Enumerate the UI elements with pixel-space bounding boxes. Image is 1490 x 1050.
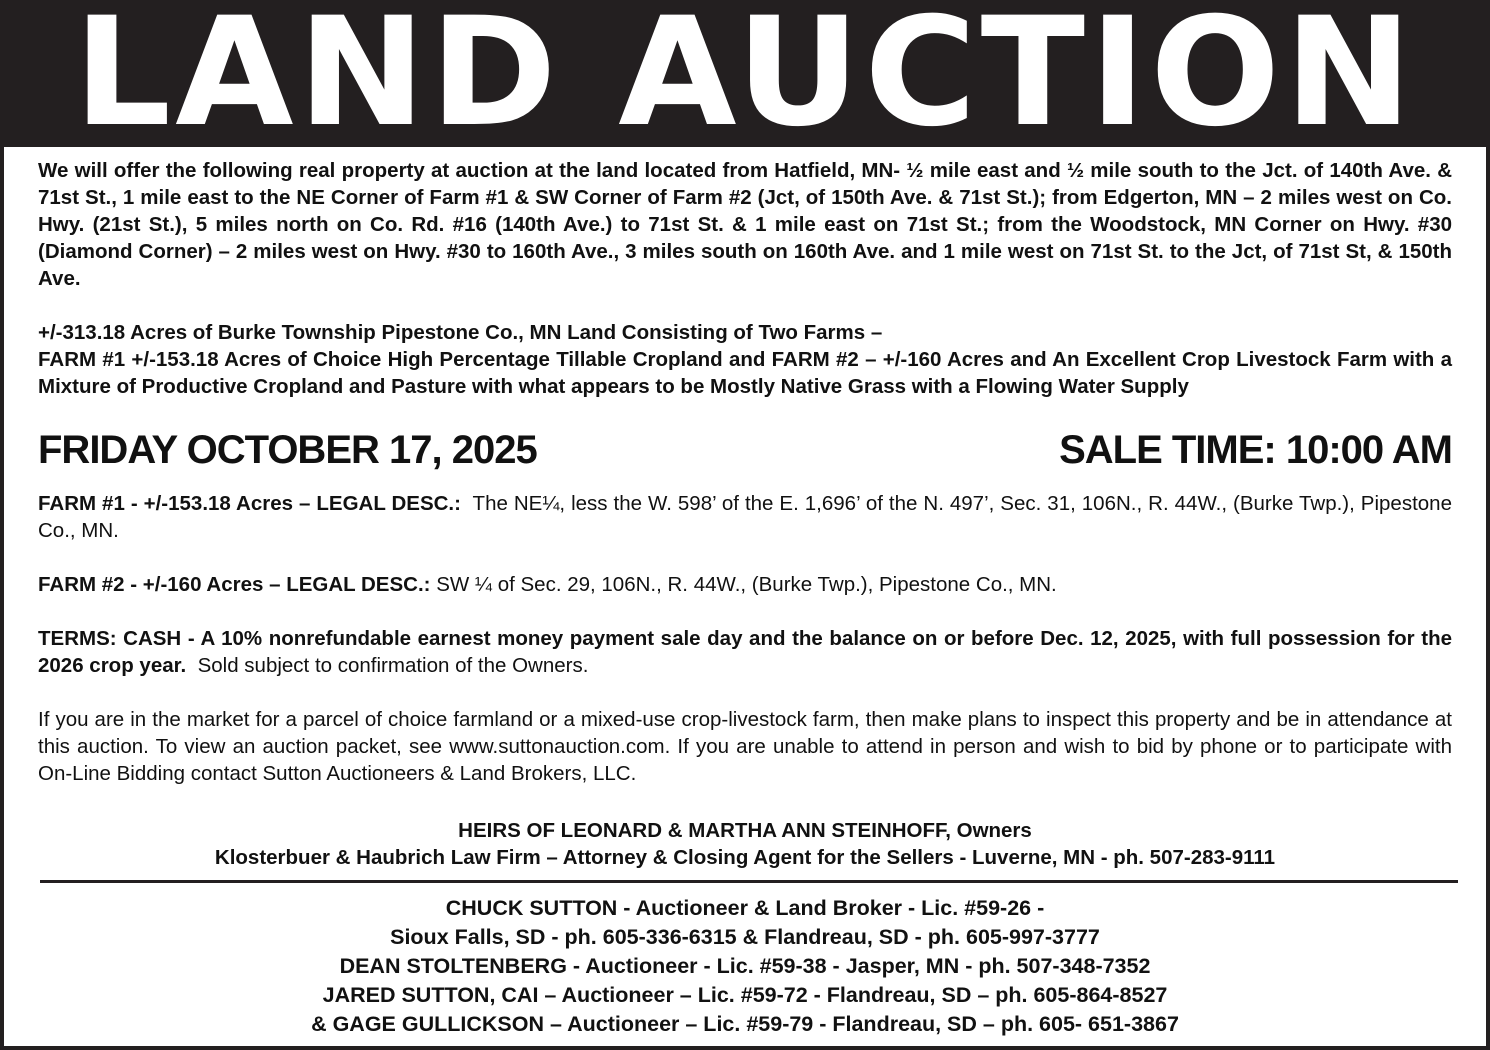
- auctioneer-line: Sioux Falls, SD - ph. 605-336-6315 & Flandreau, SD - ph. 605-997-3777: [390, 925, 1100, 949]
- farm2-label: FARM #2 - +/-160 Acres – LEGAL DESC.:: [38, 573, 431, 596]
- auctioneer-line: & GAGE GULLICKSON – Auctioneer – Lic. #59-79 - Flandreau, SD – ph. 605- 651-3867: [311, 1012, 1179, 1036]
- ad-title: LAND AUCTION: [73, 0, 1417, 147]
- farm1-desc: The NE¼, less the W. 598’ of the E. 1,696’ of the N. 497’, Sec. 31, 106N., R. 44W., (Burke Twp.), Pipestone Co., MN.: [38, 492, 1452, 542]
- sale-date: FRIDAY OCTOBER 17, 2025: [38, 428, 537, 472]
- sale-date-row: [38, 426, 1452, 474]
- directions-paragraph: We will offer the following real property at auction at the land located from Hatfield, MN- ½ mile east and ½ mile south to the Jct. of 140th Ave. & 71st St., 1 mile east to the NE Corner of Farm #1 & SW Corner of Farm #2 (Jct, of 150th Ave. & 71st St.); from Edgerton, MN – 2 miles west on Co. Hwy. (21st St.), 5 miles north on Co. Rd. #16 (140th Ave.) to 71st St. & 1 mile east on 71st St.; from the Woodstock, MN Corner on Hwy. #30 (Diamond Corner) – 2 miles west on Hwy. #30 to 160th Ave., 3 miles south on 160th Ave. and 1 mile west on 71st St. to the Jct, of 71st St, & 150th Ave.: [38, 159, 1452, 290]
- owners-line: HEIRS OF LEONARD & MARTHA ANN STEINHOFF, Owners: [458, 819, 1032, 842]
- attorney-line: Klosterbuer & Haubrich Law Firm – Attorney & Closing Agent for the Sellers - Luverne, MN - ph. 507-283-9111: [214, 846, 1276, 869]
- auctioneer-line: DEAN STOLTENBERG - Auctioneer - Lic. #59-38 - Jasper, MN - ph. 507-348-7352: [339, 954, 1151, 978]
- terms-normal: Sold subject to confirmation of the Owners.: [197, 654, 589, 677]
- terms-bold: TERMS: CASH - A 10% nonrefundable earnest money payment sale day and the balance on or before Dec. 12, 2025, with full possession for the 2026 crop year.: [38, 627, 1452, 677]
- summary-line-1: +/-313.18 Acres of Burke Township Pipestone Co., MN Land Consisting of Two Farms –: [38, 321, 883, 344]
- farm2-desc: SW ¼ of Sec. 29, 106N., R. 44W., (Burke Twp.), Pipestone Co., MN.: [436, 573, 1057, 596]
- farm1-legal: [38, 490, 1452, 544]
- sale-time: SALE TIME: 10:00 AM: [1059, 428, 1452, 472]
- divider: [40, 880, 1458, 883]
- info-paragraph: If you are in the market for a parcel of choice farmland or a mixed-use crop-livestock farm, then make plans to inspect this property and be in attendance at this auction. To view an auction packet, see www.suttonauction.com. If you are unable to attend in person and wish to bid by phone or to participate with On-Line Bidding contact Sutton Auctioneers & Land Brokers, LLC.: [38, 708, 1452, 785]
- farm2-legal: [38, 571, 1452, 598]
- auctioneers-block: [38, 894, 1452, 1039]
- ad-body: [38, 157, 1452, 871]
- auctioneer-line: CHUCK SUTTON - Auctioneer & Land Broker - Lic. #59-26 -: [445, 896, 1045, 920]
- auctioneer-line: JARED SUTTON, CAI – Auctioneer – Lic. #59-72 - Flandreau, SD – ph. 605-864-8527: [322, 983, 1168, 1007]
- farm1-label: FARM #1 - +/-153.18 Acres – LEGAL DESC.:: [38, 492, 461, 515]
- terms-paragraph: [38, 625, 1452, 679]
- summary-line-2: FARM #1 +/-153.18 Acres of Choice High Percentage Tillable Cropland and FARM #2 – +/-160 Acres and An Excellent Crop Livestock Farm with a Mixture of Productive Cropland and Pasture with what appears to be Mostly Native Grass with a Flowing Water Supply: [38, 348, 1452, 398]
- owners-block: [38, 817, 1452, 871]
- title-banner: [0, 0, 1490, 147]
